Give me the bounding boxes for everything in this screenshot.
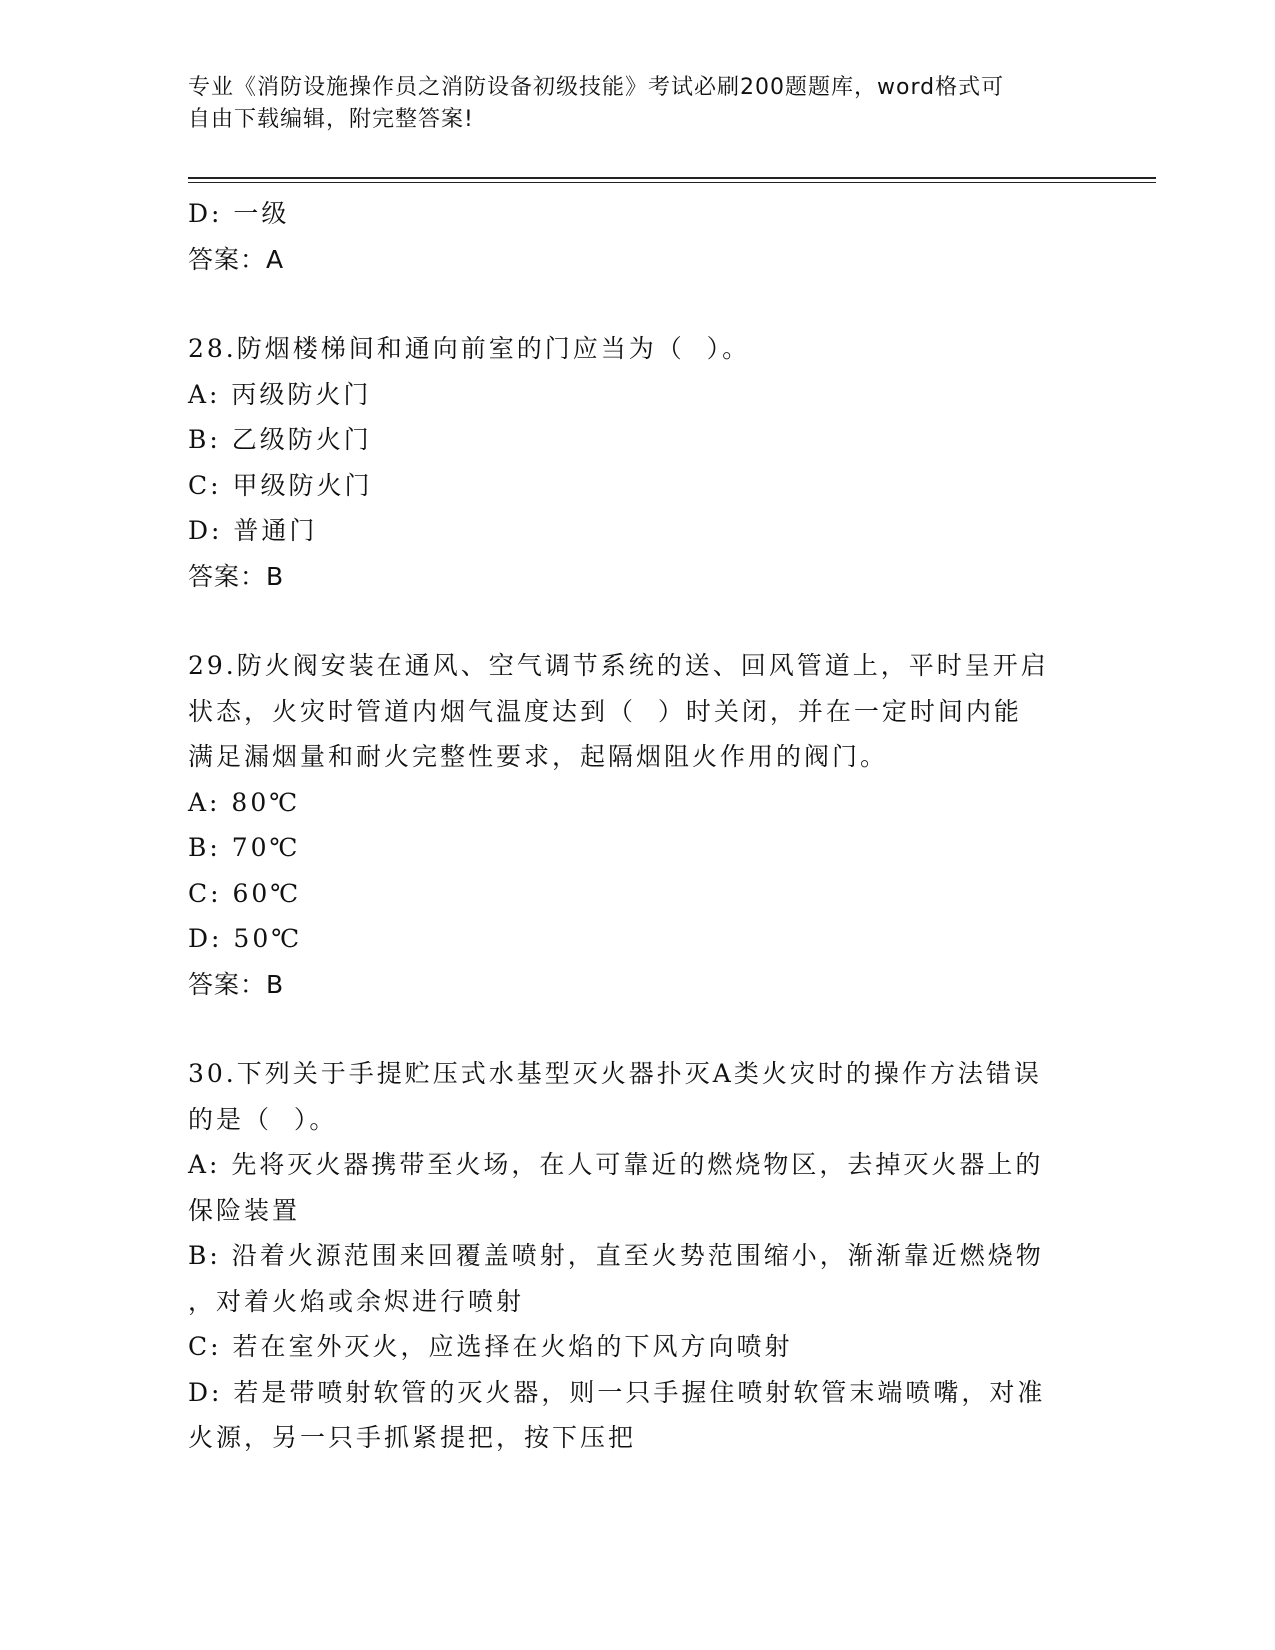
question-29 [188, 643, 1088, 1007]
option-d-line-2: 火源，另一只手抓紧提把，按下压把 [188, 1423, 637, 1452]
answer-line: 答案：B [188, 561, 285, 591]
option-b: B: 乙级防火门 [188, 425, 372, 454]
question-28 [188, 326, 1088, 599]
spacer [188, 599, 1088, 643]
answer-line: 答案：B [188, 969, 285, 999]
question-stem: 28.防烟楼梯间和通向前室的门应当为（ ）。 [188, 334, 751, 363]
option-d: D: 一级 [188, 199, 290, 228]
option-d-line-1: D: 若是带喷射软管的灭火器，则一只手握住喷射软管末端喷嘴，对准 [188, 1377, 1046, 1407]
header-title-line-1: 专业《消防设施操作员之消防设备初级技能》考试必刷200题题库，word格式可 [188, 75, 1005, 100]
option-b: B: 70℃ [188, 833, 301, 862]
question-30 [188, 1051, 1088, 1461]
question-stem-line-1: 29.防火阀安装在通风、空气调节系统的送、回风管道上，平时呈开启 [188, 651, 1049, 680]
option-b-line-1: B: 沿着火源范围来回覆盖喷射，直至火势范围缩小，渐渐靠近燃烧物 [188, 1241, 1044, 1270]
spacer [188, 282, 1088, 326]
option-a: A: 80℃ [188, 787, 301, 817]
header-title-line-2: 自由下载编辑，附完整答案! [188, 107, 474, 132]
question-stem-line-2: 状态，火灾时管道内烟气温度达到（ ）时关闭，并在一定时间内能 [188, 696, 1022, 726]
option-d: D: 50℃ [188, 924, 303, 953]
previous-question-tail [188, 191, 1088, 282]
option-c: C: 60℃ [188, 878, 302, 908]
answer-line: 答案：A [188, 244, 285, 274]
question-stem-line-2: 的是（ ）。 [188, 1104, 338, 1134]
option-d: D: 普通门 [188, 516, 318, 545]
option-c: C: 甲级防火门 [188, 470, 373, 500]
option-b-line-2: ，对着火焰或余烬进行喷射 [188, 1286, 525, 1316]
question-stem-line-1: 30.下列关于手提贮压式水基型灭火器扑灭A类火灾时的操作方法错误 [188, 1059, 1042, 1088]
question-stem-line-3: 满足漏烟量和耐火完整性要求，起隔烟阻火作用的阀门。 [188, 742, 889, 771]
document-body [188, 191, 1088, 1461]
header-divider [188, 177, 1156, 183]
page-header [188, 72, 1088, 136]
option-a-line-2: 保险装置 [188, 1195, 301, 1225]
option-c: C: 若在室外灭火，应选择在火焰的下风方向喷射 [188, 1332, 793, 1361]
option-a-line-1: A: 先将灭火器携带至火场，在人可靠近的燃烧物区，去掉灭火器上的 [188, 1150, 1044, 1179]
option-a: A: 丙级防火门 [188, 379, 372, 409]
spacer [188, 1007, 1088, 1051]
